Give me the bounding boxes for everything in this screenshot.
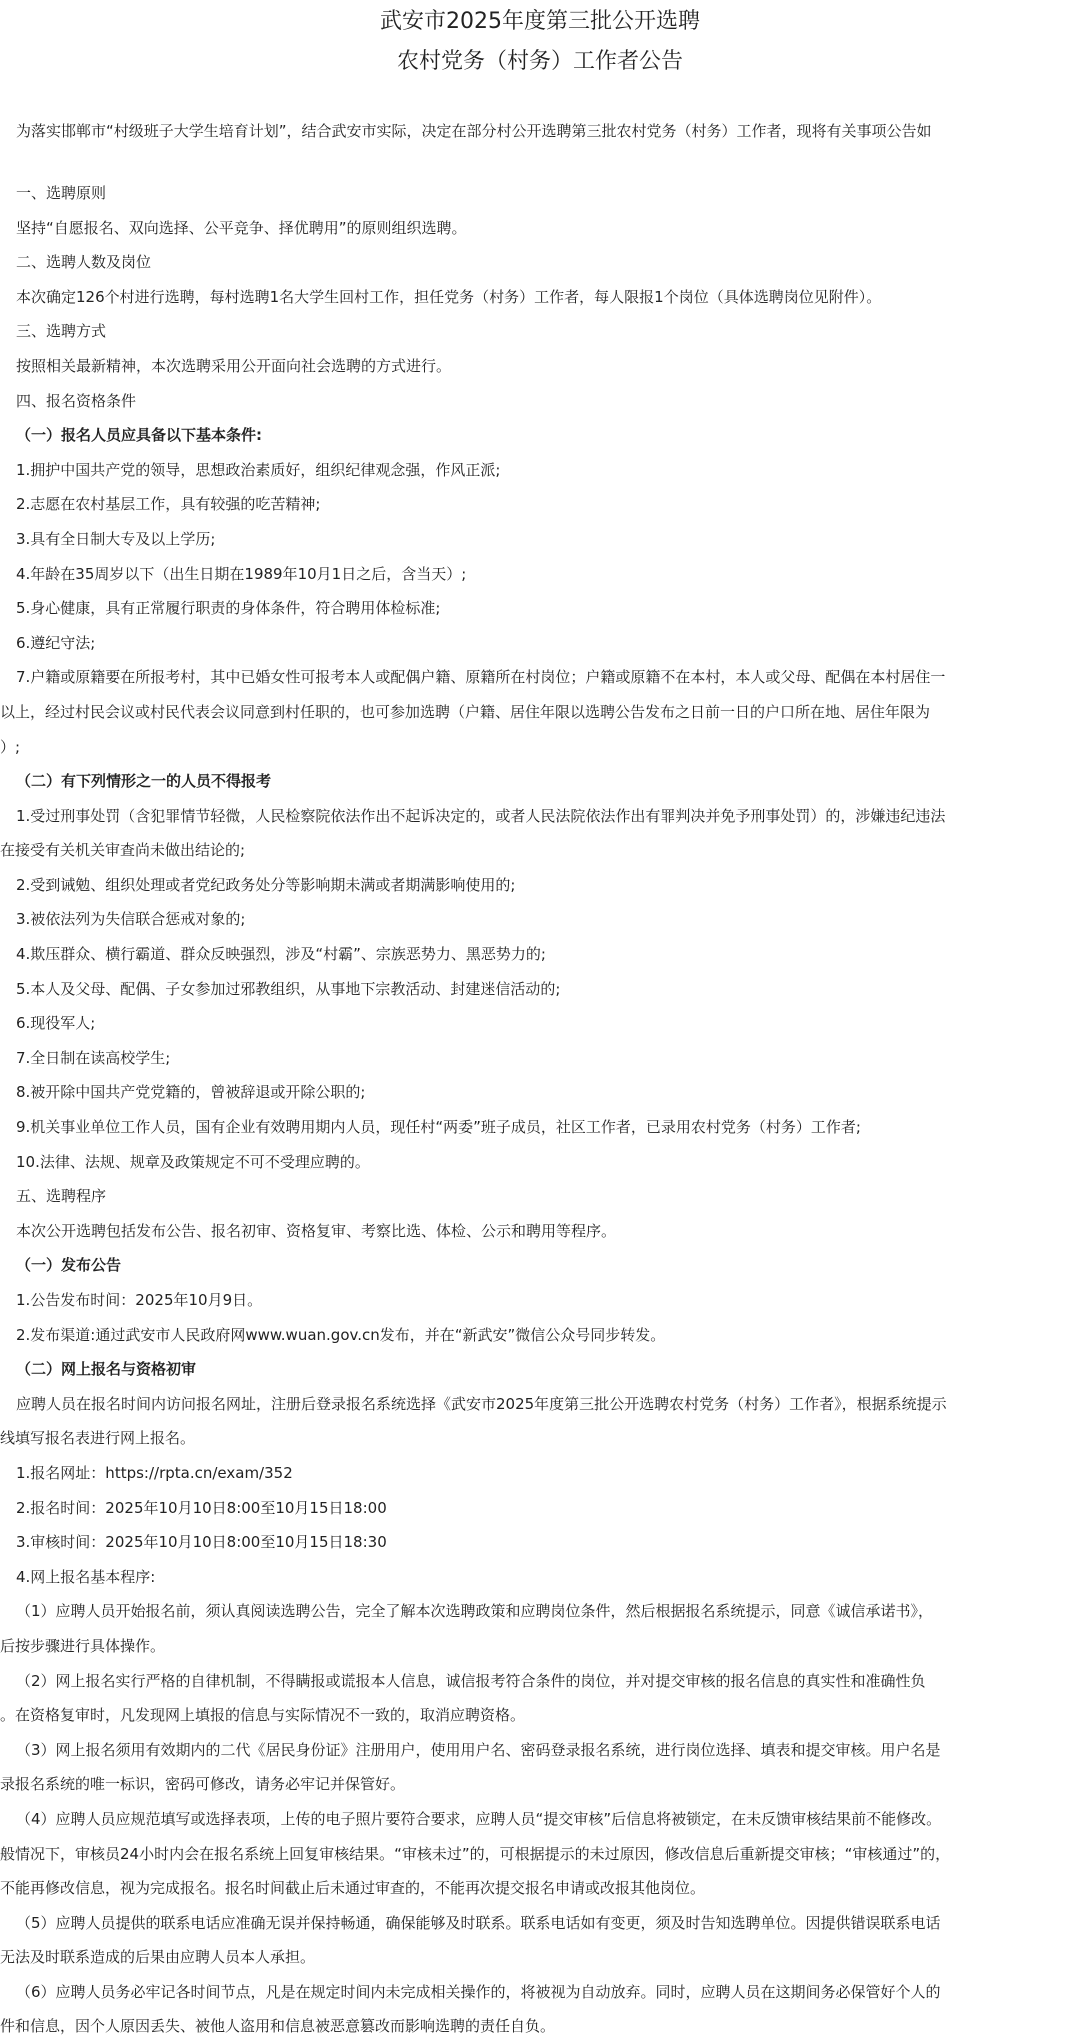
text-line: 2.志愿在农村基层工作，具有较强的吃苦精神; xyxy=(16,495,321,514)
text-line: 8.被开除中国共产党党籍的，曾被辞退或开除公职的; xyxy=(16,1083,366,1102)
page-subtitle: 农村党务（村务）工作者公告 xyxy=(396,49,683,74)
text-line: 。在资格复审时，凡发现网上填报的信息与实际情况不一致的，取消应聘资格。 xyxy=(0,1706,526,1725)
text-line: 1.受过刑事处罚（含犯罪情节轻微，人民检察院依法作出不起诉决定的，或者人民法院依法作出有罪判决并免予刑事处罚）的，涉嫌违纪违法 xyxy=(16,806,946,825)
text-line: 4.年龄在35周岁以下（出生日期在1989年10月1日之后，含当天）; xyxy=(16,564,467,583)
text-line: ）; xyxy=(0,737,21,756)
text-line: 1.报名网址：https://rpta.cn/exam/352 xyxy=(16,1463,293,1482)
text-line: 四、报名资格条件 xyxy=(16,391,137,410)
text-line: 录报名系统的唯一标识，密码可修改，请务必牢记并保管好。 xyxy=(0,1775,406,1794)
text-line: 4.欺压群众、横行霸道、群众反映强烈，涉及“村霸”、宗族恶势力、黑恶势力的; xyxy=(16,945,546,964)
text-line: （5）应聘人员提供的联系电话应准确无误并保持畅通，确保能够及时联系。联系电话如有变更，须及时告知选聘单位。因提供错误联系电话 xyxy=(16,1913,941,1932)
text-line: 2.报名时间：2025年10月10日8:00至10月15日18:00 xyxy=(16,1498,387,1517)
page-title: 武安市2025年度第三批公开选聘 xyxy=(380,9,700,34)
text-line: （1）应聘人员开始报名前，须认真阅读选聘公告，完全了解本次选聘政策和应聘岗位条件，然后根据报名系统提示，同意《诚信承诺书》， xyxy=(16,1602,934,1621)
text-line: 3.被依法列为失信联合惩戒对象的; xyxy=(16,910,246,929)
text-line: 件和信息，因个人原因丢失、被他人盗用和信息被恶意篡改而影响选聘的责任自负。 xyxy=(0,2017,556,2036)
text-line: 3.审核时间：2025年10月10日8:00至10月15日18:30 xyxy=(16,1533,387,1552)
text-line: （4）应聘人员应规范填写或选择表项，上传的电子照片要符合要求，应聘人员“提交审核”后信息将被锁定，在未反馈审核结果前不能修改。 xyxy=(16,1809,942,1828)
text-line: 线填写报名表进行网上报名。 xyxy=(0,1429,196,1448)
text-line: 5.身心健康，具有正常履行职责的身体条件，符合聘用体检标准; xyxy=(16,599,441,618)
text-line: 9.机关事业单位工作人员，国有企业有效聘用期内人员，现任村“两委”班子成员，社区工作者，已录用农村党务（村务）工作者; xyxy=(16,1118,861,1137)
text-line: 不能再修改信息，视为完成报名。报名时间截止后未通过审查的，不能再次提交报名申请或改报其他岗位。 xyxy=(0,1879,706,1898)
text-line: 在接受有关机关审查尚未做出结论的; xyxy=(0,841,246,860)
text-line: 1.拥护中国共产党的领导，思想政治素质好，组织纪律观念强，作风正派; xyxy=(16,460,501,479)
text-line: 10.法律、法规、规章及政策规定不可不受理应聘的。 xyxy=(16,1152,370,1171)
announcement-header xyxy=(0,0,1080,94)
text-line: 按照相关最新精神，本次选聘采用公开面向社会选聘的方式进行。 xyxy=(16,356,452,375)
text-line: （3）网上报名须用有效期内的二代《居民身份证》注册用户，使用用户名、密码登录报名系统，进行岗位选择、填表和提交审核。用户名是 xyxy=(16,1740,941,1759)
text-line: 一、选聘原则 xyxy=(16,184,107,202)
text-line: 本次公开选聘包括发布公告、报名初审、资格复审、考察比选、体检、公示和聘用等程序。 xyxy=(16,1221,617,1240)
intro-paragraph: 为落实邯郸市“村级班子大学生培育计划”，结合武安市实际，决定在部分村公开选聘第三批农村党务（村务）工作者，现将有关事项公告如 xyxy=(16,122,932,140)
text-line: （2）网上报名实行严格的自律机制，不得瞒报或谎报本人信息，诚信报考符合条件的岗位，并对提交审核的报名信息的真实性和准确性负 xyxy=(16,1671,926,1690)
text-line: 般情况下，审核员24小时内会在报名系统上回复审核结果。“审核未过”的，可根据提示的未过原因，修改信息后重新提交审核；“审核通过”的， xyxy=(0,1844,951,1863)
section-subheading: （一）报名人员应具备以下基本条件: xyxy=(16,426,263,445)
text-line: 5.本人及父母、配偶、子女参加过邪教组织，从事地下宗教活动、封建迷信活动的; xyxy=(16,979,561,998)
text-line: 2.发布渠道:通过武安市人民政府网www.wuan.gov.cn发布，并在“新武安”微信公众号同步转发。 xyxy=(16,1325,666,1344)
text-line: 7.全日制在读高校学生; xyxy=(16,1048,171,1067)
text-line: 应聘人员在报名时间内访问报名网址，注册后登录报名系统选择《武安市2025年度第三批公开选聘农村党务（村务）工作者》，根据系统提示 xyxy=(16,1394,947,1413)
text-line: 1.公告发布时间：2025年10月9日。 xyxy=(16,1291,263,1309)
text-line: 以上，经过村民会议或村民代表会议同意到村任职的，也可参加选聘（户籍、居住年限以选聘公告发布之日前一日的户口所在地、居住年限为 xyxy=(0,702,931,721)
text-line: 本次确定126个村进行选聘，每村选聘1名大学生回村工作，担任党务（村务）工作者，每人限报1个岗位（具体选聘岗位见附件）。 xyxy=(16,287,882,306)
section-subheading: （二）有下列情形之一的人员不得报考 xyxy=(16,772,272,791)
text-line: 2.受到诫勉、组织处理或者党纪政务处分等影响期未满或者期满影响使用的; xyxy=(16,875,516,894)
text-line: 坚持“自愿报名、双向选择、公平竞争、择优聘用”的原则组织选聘。 xyxy=(16,218,467,237)
section-subheading: （一）发布公告 xyxy=(16,1256,122,1275)
text-line: 二、选聘人数及岗位 xyxy=(16,253,152,272)
text-line: 7.户籍或原籍要在所报考村，其中已婚女性可报考本人或配偶户籍、原籍所在村岗位；户籍或原籍不在本村，本人或父母、配偶在本村居住一 xyxy=(16,668,946,687)
text-line: 6.现役军人; xyxy=(16,1014,96,1033)
text-line: 6.遵纪守法; xyxy=(16,633,96,652)
announcement-body xyxy=(0,176,1080,2044)
text-line: 三、选聘方式 xyxy=(16,322,107,341)
text-line: 4.网上报名基本程序: xyxy=(16,1567,156,1586)
text-line: 无法及时联系造成的后果由应聘人员本人承担。 xyxy=(0,1948,316,1967)
text-line: 后按步骤进行具体操作。 xyxy=(0,1636,166,1655)
text-line: 五、选聘程序 xyxy=(16,1187,107,1206)
text-line: （6）应聘人员务必牢记各时间节点，凡是在规定时间内未完成相关操作的，将被视为自动放弃。同时，应聘人员在这期间务必保管好个人的 xyxy=(16,1982,941,2001)
text-line: 3.具有全日制大专及以上学历; xyxy=(16,529,216,548)
section-subheading: （二）网上报名与资格初审 xyxy=(16,1360,197,1379)
